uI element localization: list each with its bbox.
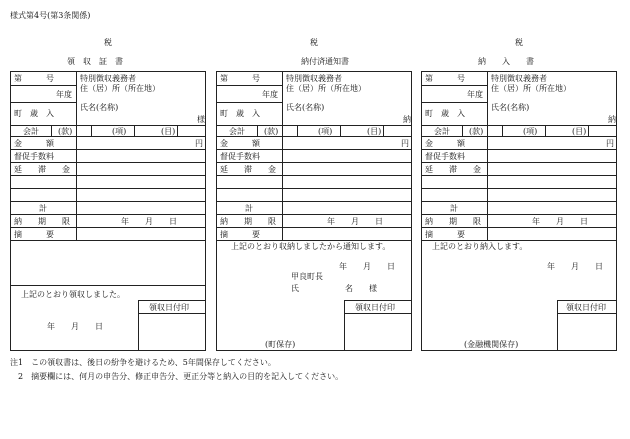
rule [462,125,463,136]
due-date-value: 年 月 日 [532,217,588,226]
statement-text: 上記のとおり納入します。 [432,242,528,251]
yen-unit: 円 [606,139,614,148]
name-label: 氏名(名称) [286,103,325,112]
summary-label: 摘 要 [14,230,54,239]
rule [383,125,384,136]
form-box [10,71,206,351]
rule [11,201,205,202]
taxpayer-label: 特別徴収義務者 [80,74,136,83]
address-label: 住（居）所（所在地） [286,84,366,93]
statement-text: 上記のとおり収納しましたから通知します。 [231,242,391,251]
form-box [216,71,412,351]
fiscal-year-label: 年度 [467,90,483,99]
doc-number-label: 第 号 [220,74,260,83]
rule [11,125,205,126]
mayor-given-name: 名 様 [345,284,377,293]
rule [422,201,616,202]
rule [422,136,616,137]
rule [11,285,205,286]
panel-title: 納付済通知書 [301,57,349,66]
amount-label: 金 額 [425,139,465,148]
rule [217,175,411,176]
amount-label: 金 額 [14,139,54,148]
receipt-date: 年 月 日 [47,322,103,331]
rule [177,125,178,136]
rule [76,72,77,125]
fee-label: 督促手数料 [14,152,54,161]
tax-label: 税 [104,38,112,47]
rule [51,125,52,136]
rule [138,300,205,301]
item-kan: (款) [58,127,73,136]
mayor-label: 甲良町長 [291,272,323,281]
rule [297,125,298,136]
rule [91,125,92,136]
stamp-label: 領収日付印 [355,303,395,312]
item-kou: (項) [318,127,333,136]
panel-title: 納 入 書 [478,57,534,66]
name-suffix: 納 [403,115,411,124]
rule [502,125,503,136]
taxpayer-label: 特別徴収義務者 [286,74,342,83]
form-box [421,71,617,351]
taxpayer-label: 特別徴収義務者 [491,74,547,83]
item-kan: (款) [264,127,279,136]
fee-label: 督促手数料 [425,152,465,161]
rule [422,227,616,228]
rule [217,125,411,126]
account-label: 会計 [23,127,39,136]
rule [344,300,345,350]
rule [422,162,616,163]
rule [422,188,616,189]
name-label: 氏名(名称) [80,103,119,112]
tax-label: 税 [515,38,523,47]
fiscal-year-label: 年度 [262,90,278,99]
account-label: 会計 [229,127,245,136]
rule [11,149,205,150]
rule [134,125,135,136]
due-date-value: 年 月 日 [121,217,177,226]
rule [11,136,205,137]
note-2: 2 摘要欄には、何月の申告分、修正申告分、更正分等と納入の目的を記入してください。 [10,372,344,381]
rule [217,85,282,86]
stamp-label: 領収日付印 [566,303,606,312]
total-label: 計 [39,204,47,213]
summary-label: 摘 要 [220,230,260,239]
note-1: 注1 この領収書は、後日の紛争を避けるため、5年間保存してください。 [10,358,276,367]
rule [217,102,282,103]
rule [217,240,411,241]
rule [282,125,283,240]
statement-date: 年 月 日 [547,262,603,271]
item-kou: (項) [523,127,538,136]
yen-unit: 円 [195,139,203,148]
town-revenue-label: 町 歳 入 [220,109,260,118]
rule [557,300,616,301]
statement-text: 上記のとおり領収しました。 [21,290,125,299]
rule [217,136,411,137]
rule [217,188,411,189]
stamp-label: 領収日付印 [149,303,189,312]
rule [11,85,76,86]
rule [217,227,411,228]
doc-number-label: 第 号 [14,74,54,83]
item-moku: (目) [367,127,382,136]
doc-number-label: 第 号 [425,74,465,83]
rule [217,214,411,215]
tax-label: 税 [310,38,318,47]
late-charge-label: 延 滞 金 [14,165,70,174]
rule [422,240,616,241]
rule [588,125,589,136]
rule [11,227,205,228]
keep-label: (金融機関保存) [464,340,519,349]
due-date-label: 納 期 限 [220,217,276,226]
rule [282,72,283,125]
yen-unit: 円 [401,139,409,148]
amount-label: 金 額 [220,139,260,148]
rule [257,125,258,136]
name-suffix: 納 [608,115,616,124]
town-revenue-label: 町 歳 入 [14,109,54,118]
late-charge-label: 延 滞 金 [425,165,481,174]
account-label: 会計 [434,127,450,136]
rule [422,102,487,103]
rule [557,313,616,314]
panel-title: 領 収 証 書 [67,57,123,66]
rule [138,313,205,314]
keep-label: (町保存) [265,340,296,349]
rule [344,300,411,301]
rule [422,175,616,176]
address-label: 住（居）所（所在地） [491,84,571,93]
fiscal-year-label: 年度 [56,90,72,99]
total-label: 計 [245,204,253,213]
due-date-label: 納 期 限 [14,217,70,226]
rule [557,300,558,350]
address-label: 住（居）所（所在地） [80,84,160,93]
fee-label: 督促手数料 [220,152,260,161]
rule [422,125,616,126]
rule [11,102,76,103]
rule [11,175,205,176]
late-charge-label: 延 滞 金 [220,165,276,174]
due-date-value: 年 月 日 [327,217,383,226]
rule [422,149,616,150]
item-kan: (款) [469,127,484,136]
name-suffix: 様 [197,115,205,124]
form-label: 様式第4号(第3条関係) [10,11,91,20]
rule [138,300,139,350]
rule [487,125,488,240]
rule [422,214,616,215]
rule [422,85,487,86]
rule [340,125,341,136]
rule [11,214,205,215]
rule [487,72,488,125]
due-date-label: 納 期 限 [425,217,481,226]
rule [217,201,411,202]
item-moku: (目) [572,127,587,136]
mayor-family-name: 氏 [291,284,299,293]
rule [76,125,77,240]
rule [545,125,546,136]
town-revenue-label: 町 歳 入 [425,109,465,118]
rule [217,149,411,150]
item-kou: (項) [112,127,127,136]
rule [11,162,205,163]
rule [344,313,411,314]
total-label: 計 [450,204,458,213]
summary-label: 摘 要 [425,230,465,239]
statement-date: 年 月 日 [339,262,395,271]
item-moku: (目) [161,127,176,136]
rule [217,162,411,163]
rule [11,188,205,189]
name-label: 氏名(名称) [491,103,530,112]
rule [11,240,205,241]
